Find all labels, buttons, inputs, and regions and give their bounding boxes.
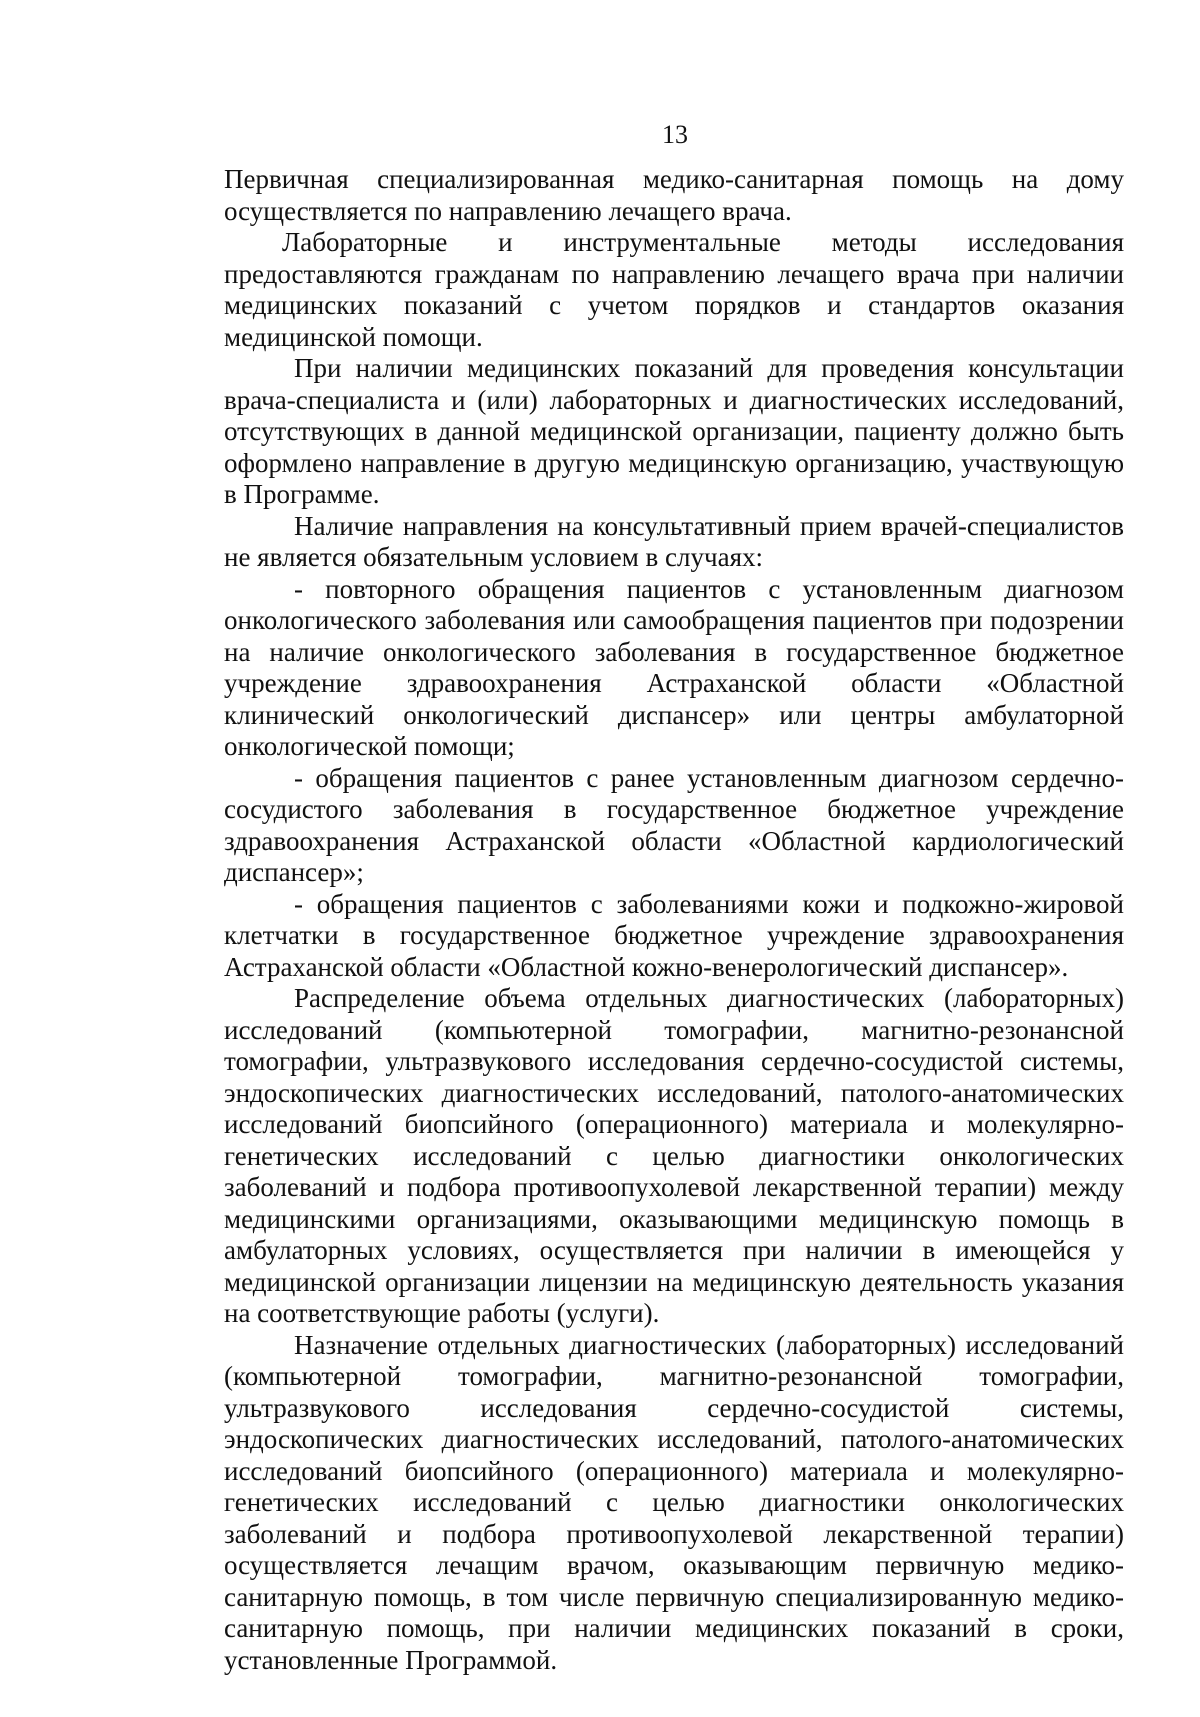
paragraph: Лабораторные и инструментальные методы исследования предоставляются гражданам по направлению лечащего врача при наличии медицинских показаний с учетом порядков и стандартов оказания медицинской помощи. (224, 227, 1124, 352)
page-number: 13 (662, 120, 688, 149)
list-item: - обращения пациентов с заболеваниями кожи и подкожно-жировой клетчатки в государственное бюджетное учреждение здравоохранения Астраханской области «Областной кожно-венерологический диспансер». (224, 888, 1124, 982)
paragraph: Первичная специализированная медико-санитарная помощь на дому осуществляется по направлению лечащего врача. (224, 164, 1124, 226)
paragraph: Распределение объема отдельных диагностических (лабораторных) исследований (компьютерной томографии, магнитно-резонансной томографии, ультразвукового исследования сердечно-сосудистой системы, эндоскопических диагностических исследований, патолого-анатомических исследований биопсийного (операционного) материала и молекулярно-генетических исследований с целью диагностики онкологических заболеваний и подбора противоопухолевой лекарственной терапии) между медицинскими организациями, оказывающими медицинскую помощь в амбулаторных условиях, осуществляется при наличии в имеющейся у медицинской организации лицензии на медицинскую деятельность указания на соответствующие работы (услуги). (224, 983, 1124, 1328)
list-item: - обращения пациентов с ранее установленным диагнозом сердечно-сосудистого заболевания в государственное бюджетное учреждение здравоохранения Астраханской области «Областной кардиологический диспансер»; (224, 762, 1124, 887)
list-item: - повторного обращения пациентов с установленным диагнозом онкологического заболевания или самообращения пациентов при подозрении на наличие онкологического заболевания в государственное бюджетное учреждение здравоохранения Астраханской области «Областной клинический онкологический диспансер» или центры амбулаторной онкологической помощи; (224, 573, 1124, 761)
paragraph: Назначение отдельных диагностических (лабораторных) исследований (компьютерной томографии, магнитно-резонансной томографии, ультразвукового исследования сердечно-сосудистой системы, эндоскопических диагностических исследований, патолого-анатомических исследований биопсийного (операционного) материала и молекулярно-генетических исследований с целью диагностики онкологических заболеваний и подбора противоопухолевой лекарственной терапии) осуществляется лечащим врачом, оказывающим первичную медико-санитарную помощь, в том числе первичную специализированную медико-санитарную помощь, при наличии медицинских показаний в сроки, установленные Программой. (224, 1329, 1124, 1675)
document-body (224, 164, 1124, 1676)
paragraph: Наличие направления на консультативный прием врачей-специалистов не является обязательным условием в случаях: (224, 510, 1124, 572)
paragraph: При наличии медицинских показаний для проведения консультации врача-специалиста и (или) лабораторных и диагностических исследований, отсутствующих в данной медицинской организации, пациенту должно быть оформлено направление в другую медицинскую организацию, участвующую в Программе. (224, 353, 1124, 509)
